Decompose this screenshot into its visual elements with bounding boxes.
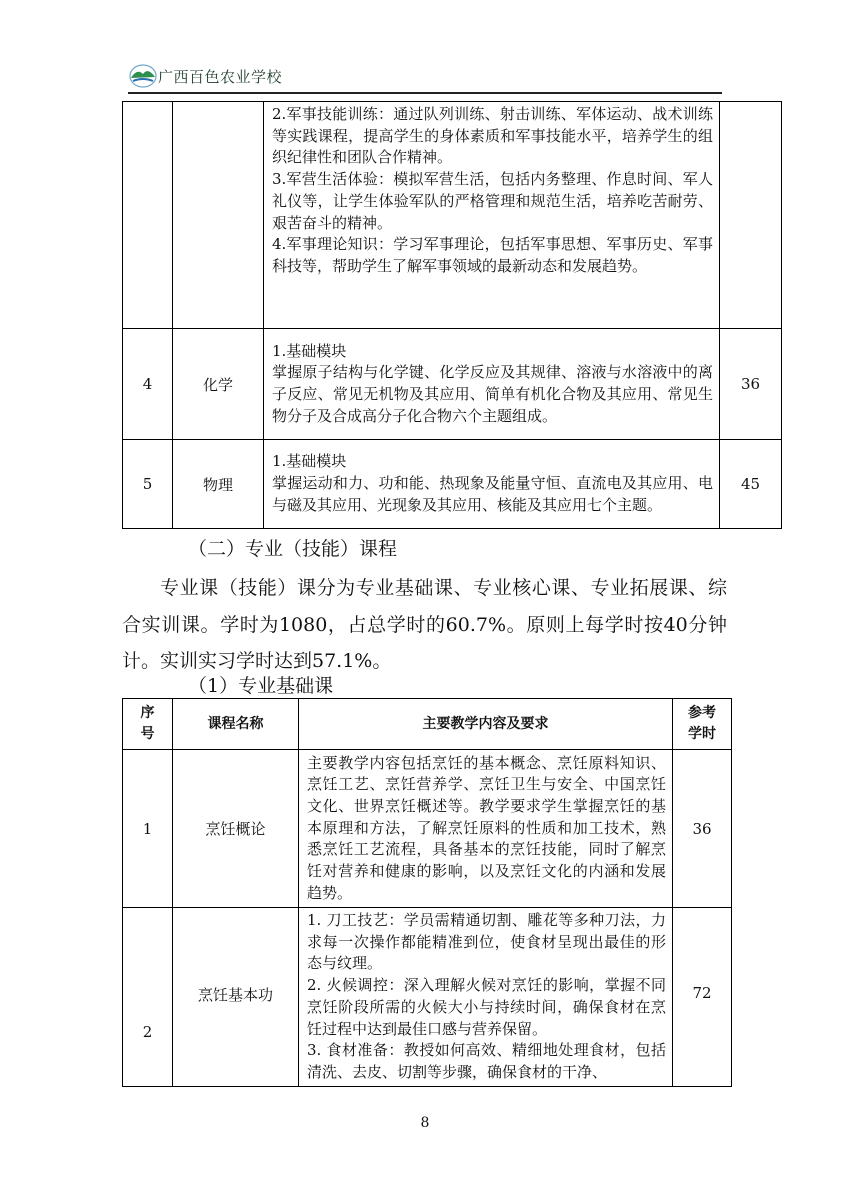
content-line: 掌握运动和力、功和能、热现象及能量守恒、直流电及其应用、电与磁及其应用、光现象及其应用、核能及其应用七个主题。 [272,474,713,514]
content-line: 4.军事理论知识：学习军事理论，包括军事思想、军事历史、军事科技等，帮助学生了解军事领域的最新动态和发展趋势。 [272,235,713,275]
page-header [128,58,722,94]
course-name: 烹饪概论 [173,750,299,908]
row-number: 4 [123,329,173,440]
subsection-title: （1）专业基础课 [188,675,334,697]
school-logo-icon [128,62,158,88]
course-content [264,329,720,440]
table-row [123,329,782,440]
course-hours: 45 [720,440,782,529]
row-number [123,102,173,329]
course-content [264,440,720,529]
course-hours [720,102,782,329]
row-number: 1 [123,750,173,908]
header-content: 主要教学内容及要求 [299,699,673,750]
header-course-name: 课程名称 [173,699,299,750]
school-name: 广西百色农业学校 [158,68,283,86]
content-line: 主要教学内容包括烹饪的基本概念、烹饪原料知识、烹饪工艺、烹饪营养学、烹饪卫生与安全、中国烹饪文化、世界烹饪概述等。教学要求学生掌握烹饪的基本原理和方法，了解烹饪原料的性质和加工技术，熟悉烹饪工艺流程，具备基本的烹饪技能，同时了解烹饪对营养和健康的影响，以及烹饪文化的内涵和发展趋势。 [307,753,666,902]
table-row [123,908,732,1087]
course-name: 物理 [173,440,264,529]
content-line: 1.基础模块 [272,452,347,471]
header-number-label: 序号 [140,705,155,742]
header-number [123,699,173,750]
content-line: 掌握原子结构与化学键、化学反应及其规律、溶液与水溶液中的离子反应、常见无机物及其应用、简单有机化合物及其应用、常见生物分子及合成高分子化合物六个主题组成。 [272,363,713,425]
page-number: 8 [420,1115,430,1131]
content-line: 2.军事技能训练：通过队列训练、射击训练、军体运动、战术训练等实践课程，提高学生的身体素质和军事技能水平，培养学生的组织纪律性和团队合作精神。 [272,105,713,167]
header-rule [128,92,722,94]
row-number: 5 [123,440,173,529]
content-line: 3.军营生活体验：模拟军营生活，包括内务整理、作息时间、军人礼仪等，让学生体验军队的严格管理和规范生活，培养吃苦耐劳、艰苦奋斗的精神。 [272,170,713,232]
section-paragraph: 专业课（技能）课分为专业基础课、专业核心课、专业拓展课、综合实训课。学时为1080，占总学时的60.7%。原则上每学时按40分钟计。实训实习学时达到57.1%。 [122,577,727,672]
table-header-row [123,699,732,750]
content-line: 1. 刀工技艺：学员需精通切割、雕花等多种刀法，力求每一次操作都能精准到位，使食材呈现出最佳的形态与纹理。 [307,911,666,973]
general-course-table [122,101,782,529]
header-hours-label: 参考学时 [687,705,716,742]
table-row [123,102,782,329]
course-hours: 36 [720,329,782,440]
course-hours: 72 [673,908,732,1087]
row-number: 2 [123,908,173,1087]
course-content [299,908,673,1087]
header-hours [673,699,732,750]
content-line: 2. 火候调控：深入理解火候对烹饪的影响，掌握不同烹饪阶段所需的火候大小与持续时间，确保食材在烹饪过程中达到最佳口感与营养保留。 [307,976,666,1038]
table-row [123,750,732,908]
table-row [123,440,782,529]
course-name [173,102,264,329]
section-title: （二）专业（技能）课程 [188,538,398,560]
course-name: 烹饪基本功 [173,908,299,1087]
course-content [264,102,720,329]
course-hours: 36 [673,750,732,908]
basic-course-table [122,698,732,1087]
content-line: 1.基础模块 [272,341,347,360]
content-line: 3. 食材准备：教授如何高效、精细地处理食材，包括清洗、去皮、切割等步骤，确保食材的干净、 [307,1041,666,1081]
course-name: 化学 [173,329,264,440]
course-content [299,750,673,908]
